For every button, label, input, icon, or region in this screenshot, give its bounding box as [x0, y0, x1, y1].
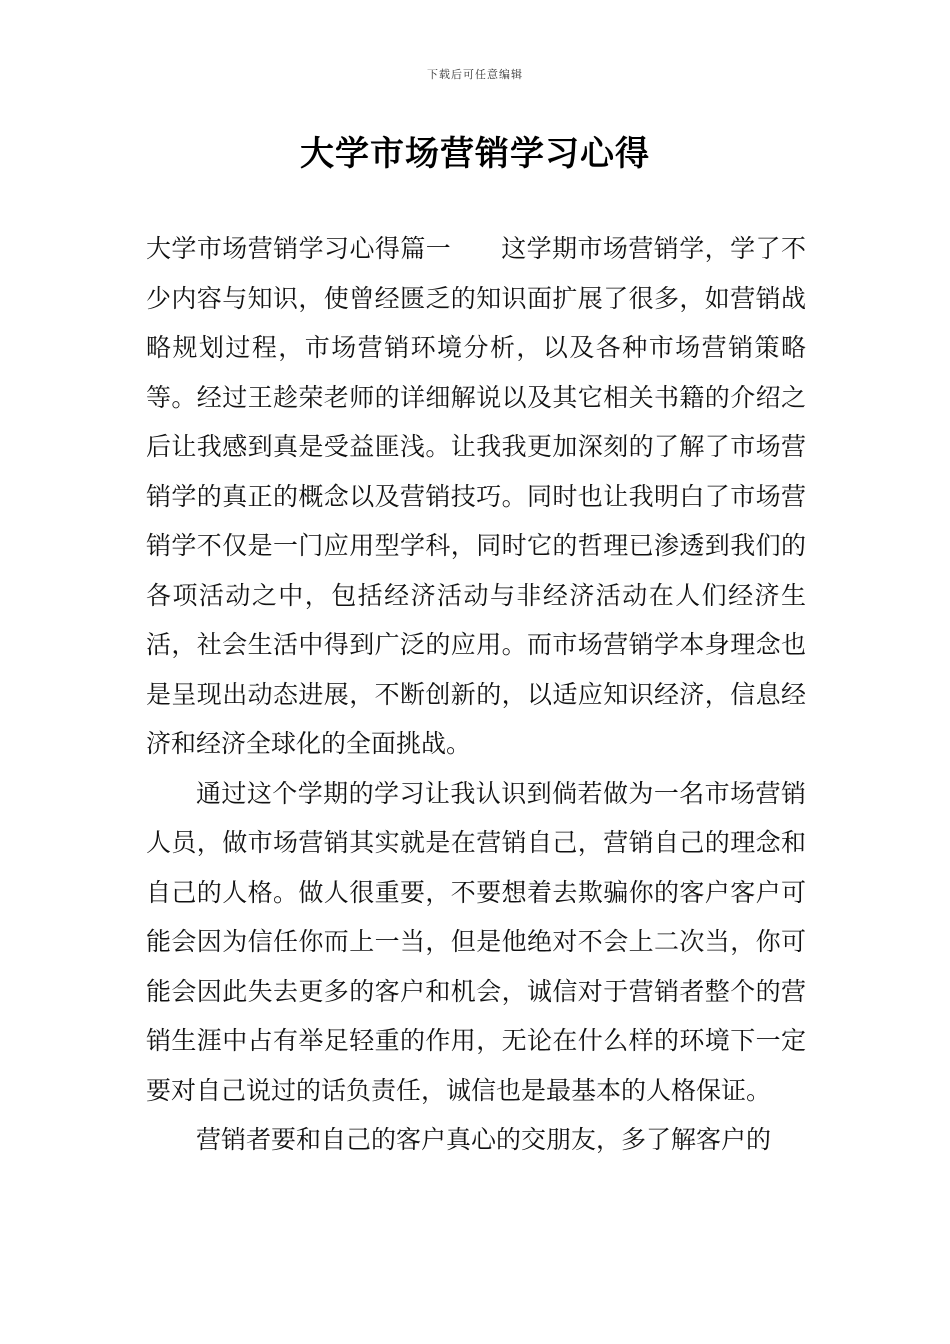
document-body — [146, 224, 806, 1165]
paragraph-1 — [146, 224, 806, 769]
paragraph-2: 通过这个学期的学习让我认识到倘若做为一名市场营销人员，做市场营销其实就是在营销自己，营销自己的理念和自己的人格。做人很重要，不要想着去欺骗你的客户客户可能会因为信任你而上一当，但是他绝对不会上二次当，你可能会因此失去更多的客户和机会，诚信对于营销者整个的营销生涯中占有举足轻重的作用，无论在什么样的环境下一定要对自己说过的话负责任，诚信也是最基本的人格保证。 — [146, 778, 806, 1105]
paragraph-3: 营销者要和自己的客户真心的交朋友，多了解客户的 — [196, 1125, 772, 1154]
header-note: 下载后可任意编辑 — [427, 68, 523, 81]
page-title: 大学市场营销学习心得 — [300, 134, 650, 174]
paragraph-1-text: 这学期市场营销学，学了不少内容与知识，使曾经匮乏的知识面扩展了很多，如营销战略规划过程，市场营销环境分析，以及各种市场营销策略等。经过王趁荣老师的详细解说以及其它相关书籍的介绍之后让我感到真是受益匪浅。让我我更加深刻的了解了市场营销学的真正的概念以及营销技巧。同时也让我明白了市场营销学不仅是一门应用型学科，同时它的哲理已渗透到我们的各项活动之中，包括经济活动与非经济活动在人们经济生活，社会生活中得到广泛的应用。而市场营销学本身理念也是呈现出动态进展，不断创新的，以适应知识经济，信息经济和经济全球化的全面挑战。 — [146, 234, 806, 758]
intro-label: 大学市场营销学习心得篇一 — [146, 234, 452, 263]
